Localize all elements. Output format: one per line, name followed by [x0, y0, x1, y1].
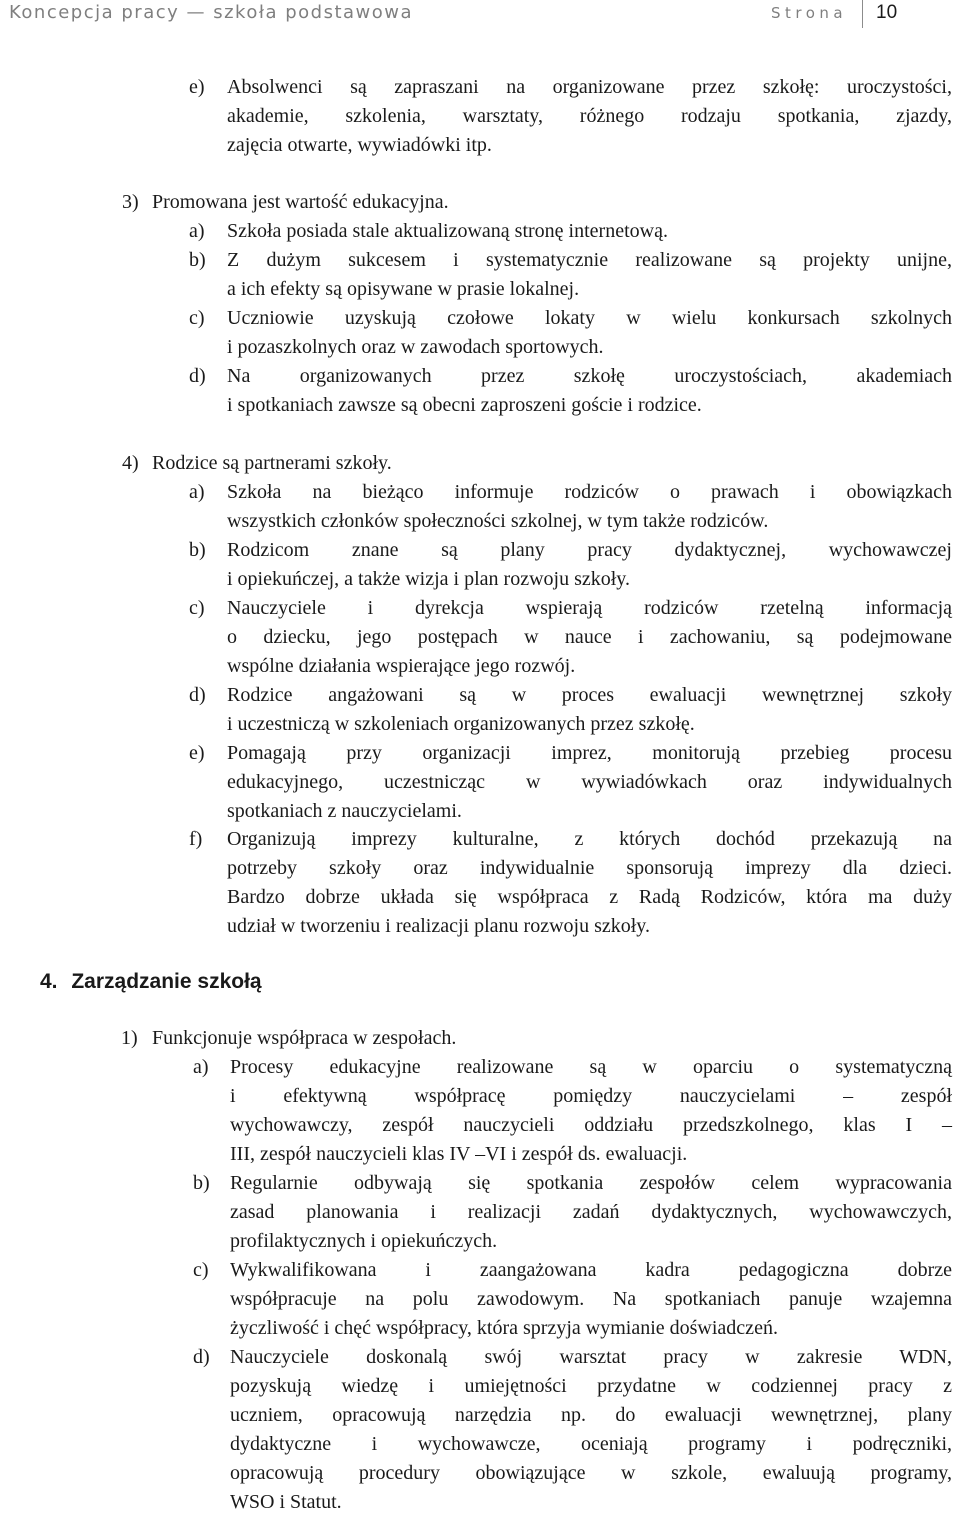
list-item: [189, 739, 954, 826]
text-line: życzliwość i chęć współpracy, która sprzyja wymianie doświadczeń.: [230, 1317, 778, 1339]
list-item: [189, 536, 954, 594]
list-item-marker: d): [189, 365, 206, 387]
section-heading: [122, 449, 622, 478]
list-item-marker: c): [193, 1259, 209, 1281]
list-item-marker: c): [189, 307, 205, 329]
text-line: współpracuje na polu zawodowym. Na spotkaniach panuje wzajemna: [230, 1288, 952, 1310]
list-item-marker: e): [189, 76, 205, 98]
text-line: spotkaniach z nauczycielami.: [227, 800, 462, 822]
text-line: Na organizowanych przez szkołę uroczystościach, akademiach: [227, 365, 952, 387]
text-line: Z dużym sukcesem i systematycznie realizowane są projekty unijne,: [227, 249, 952, 271]
text-line: Rodzicom znane są plany pracy dydaktycznej, wychowawczej: [227, 539, 952, 561]
text-line: Szkoła na bieżąco informuje rodziców o prawach i obowiązkach: [227, 481, 952, 503]
text-line: Pomagają przy organizacji imprez, monitorują przebieg procesu: [227, 742, 952, 764]
header-page-label: Strona: [771, 4, 848, 22]
text-line: Wykwalifikowana i zaangażowana kadra pedagogiczna dobrze: [230, 1259, 952, 1281]
list-item: [189, 478, 954, 536]
text-line: i efektywną współpracę pomiędzy nauczycielami – zespół: [230, 1085, 952, 1107]
text-line: zajęcia otwarte, wywiadówki itp.: [227, 134, 492, 156]
list-item: [189, 594, 954, 681]
list-item-marker: b): [193, 1172, 210, 1194]
list-item: [189, 73, 954, 160]
page-header: [0, 0, 960, 28]
text-line: a ich efekty są opisywane w prasie lokalnej.: [227, 278, 580, 300]
chapter-heading: [40, 967, 262, 996]
list-item: [193, 1343, 954, 1513]
list-item: [189, 825, 954, 941]
text-line: wszystkich członków społeczności szkolnej, w tym także rodziców.: [227, 510, 769, 532]
section-marker: 4): [122, 452, 139, 474]
section-title: Funkcjonuje współpraca w zespołach.: [152, 1027, 457, 1049]
text-line: udział w tworzeniu i realizacji planu rozwoju szkoły.: [227, 915, 650, 937]
text-line: i pozaszkolnych oraz w zawodach sportowych.: [227, 336, 604, 358]
text-line: pozyskują wiedzę i umiejętności przydatne w codziennej pracy z: [230, 1375, 952, 1397]
text-line: profilaktycznych i opiekuńczych.: [230, 1230, 498, 1252]
text-line: Absolwenci są zapraszani na organizowane przez szkołę: uroczystości,: [227, 76, 952, 98]
list-item-marker: b): [189, 249, 206, 271]
text-line: Rodzice angażowani są w proces ewaluacji wewnętrznej szkoły: [227, 684, 952, 706]
chapter-number: 4.: [40, 970, 58, 993]
list-item-marker: b): [189, 539, 206, 561]
text-line: III, zespół nauczycieli klas IV –VI i zespół ds. ewaluacji.: [230, 1143, 688, 1165]
text-line: Uczniowie uzyskują czołowe lokaty w wielu konkursach szkolnych: [227, 307, 952, 329]
text-line: WSO i Statut.: [230, 1491, 342, 1513]
header-divider: [862, 0, 863, 28]
list-item-marker: e): [189, 742, 205, 764]
list-item: [193, 1053, 954, 1169]
header-title: Koncepcja pracy — szkoła podstawowa: [9, 2, 414, 23]
text-line: uczniem, opracowują narzędzia np. do ewaluacji wewnętrznej, plany: [230, 1404, 952, 1426]
list-item-marker: a): [189, 481, 205, 503]
text-line: zasad planowania i realizacji zadań dydaktycznych, wychowawczych,: [230, 1201, 952, 1223]
text-line: o dziecku, jego postępach w nauce i zachowaniu, są podejmowane: [227, 626, 952, 648]
text-line: i uczestniczą w szkoleniach organizowanych przez szkołę.: [227, 713, 695, 735]
list-item: [189, 217, 954, 246]
list-item: [189, 681, 954, 739]
section-heading: [122, 188, 622, 217]
header-page-number: 10: [876, 2, 898, 23]
text-line: potrzeby szkoły oraz indywidualnie sponsorują imprezy dla dzieci.: [227, 857, 952, 879]
list-item-marker: a): [189, 220, 205, 242]
list-item-marker: d): [193, 1346, 210, 1368]
text-line: opracowują procedury obowiązujące w szkole, ewaluują programy,: [230, 1462, 952, 1484]
text-line: Bardzo dobrze układa się współpraca z Radą Rodziców, która ma duży: [227, 886, 952, 908]
text-line: dydaktyczne i wychowawcze, oceniają programy i podręczniki,: [230, 1433, 952, 1455]
list-item-marker: a): [193, 1056, 209, 1078]
section-marker: 1): [121, 1027, 138, 1049]
text-line: wychowawczy, zespół nauczycieli oddziału przedszkolnego, klas I –: [230, 1114, 952, 1136]
section-title: Promowana jest wartość edukacyjna.: [152, 191, 449, 213]
section-title: Rodzice są partnerami szkoły.: [152, 452, 392, 474]
text-line: Organizują imprezy kulturalne, z których dochód przekazują na: [227, 828, 952, 850]
text-line: edukacyjnego, uczestnicząc w wywiadówkach oraz indywidualnych: [227, 771, 952, 793]
text-line: akademie, szkolenia, warsztaty, różnego rodzaju spotkania, zjazdy,: [227, 105, 952, 127]
list-item: [189, 304, 954, 362]
text-line: Regularnie odbywają się spotkania zespołów celem wypracowania: [230, 1172, 952, 1194]
text-line: Nauczyciele doskonalą swój warsztat pracy w zakresie WDN,: [230, 1346, 952, 1368]
text-line: Nauczyciele i dyrekcja wspierają rodziców rzetelną informacją: [227, 597, 952, 619]
list-item-marker: d): [189, 684, 206, 706]
section-marker: 3): [122, 191, 139, 213]
list-item-marker: f): [189, 828, 203, 850]
list-item-marker: c): [189, 597, 205, 619]
text-line: wspólne działania wspierające jego rozwój.: [227, 655, 576, 677]
list-item: [189, 362, 954, 420]
text-line: i spotkaniach zawsze są obecni zaproszeni goście i rodzice.: [227, 394, 702, 416]
list-item: [193, 1169, 954, 1256]
text-line: Procesy edukacyjne realizowane są w oparciu o systematyczną: [230, 1056, 952, 1078]
section-heading: [121, 1024, 621, 1053]
chapter-title: Zarządzanie szkołą: [71, 970, 262, 993]
list-item: [189, 246, 954, 304]
text-line: Szkoła posiada stale aktualizowaną stronę internetową.: [227, 220, 668, 242]
text-line: i opiekuńczej, a także wizja i plan rozwoju szkoły.: [227, 568, 630, 590]
list-item: [193, 1256, 954, 1343]
